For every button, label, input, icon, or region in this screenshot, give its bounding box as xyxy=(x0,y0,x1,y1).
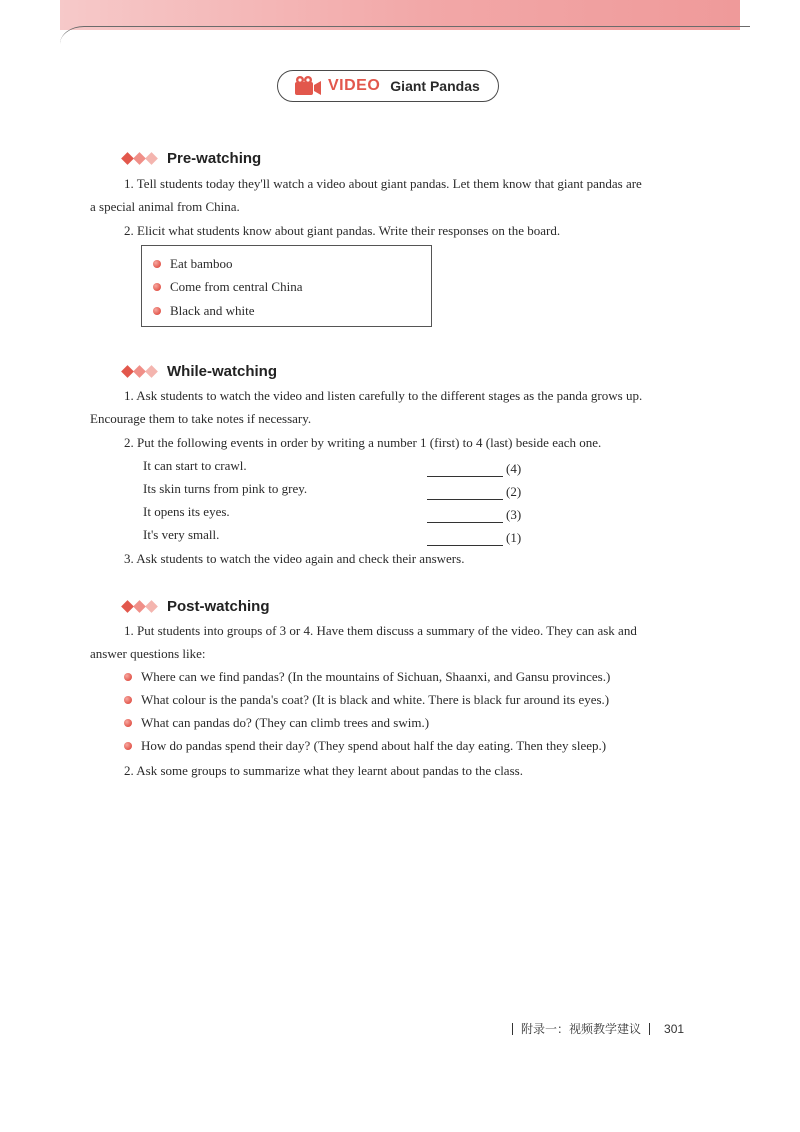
answer-blank xyxy=(427,530,503,546)
event-answer: (1) xyxy=(427,524,521,546)
question-item: What can pandas do? (They can climb trees and swim.) xyxy=(124,715,429,731)
event-answer: (4) xyxy=(427,455,521,477)
event-text: Its skin turns from pink to grey. xyxy=(143,481,308,496)
footer-section-title: 附录一：视频教学建议 xyxy=(521,1022,642,1036)
event-text: It opens its eyes. xyxy=(143,504,230,519)
pre-watching-heading-text: Pre-watching xyxy=(167,150,262,167)
while-watching-heading xyxy=(122,363,277,380)
while-item3: 3. Ask students to watch the video again and check their answers. xyxy=(124,551,465,566)
board-item: Black and white xyxy=(153,303,254,319)
page-footer xyxy=(512,1020,684,1037)
footer-divider xyxy=(649,1023,650,1035)
diamonds-icon xyxy=(122,367,157,376)
question-item: How do pandas spend their day? (They spend about half the day eating. Then they sleep.) xyxy=(124,738,606,754)
top-divider-line xyxy=(60,26,750,51)
page-number: 301 xyxy=(664,1021,685,1036)
bullet-dot-icon xyxy=(153,260,161,268)
bullet-dot-icon xyxy=(153,283,161,291)
post-item2: 2. Ask some groups to summarize what they learnt about pandas to the class. xyxy=(124,763,523,778)
board-item: Come from central China xyxy=(153,279,303,295)
bullet-dot-icon xyxy=(124,719,132,727)
video-title-badge xyxy=(277,70,499,102)
post-item1-line1: 1. Put students into groups of 3 or 4. Have them discuss a summary of the video. They can ask and xyxy=(124,623,637,638)
event-text: It's very small. xyxy=(143,527,220,542)
while-item2: 2. Put the following events in order by writing a number 1 (first) to 4 (last) beside each one. xyxy=(124,435,602,450)
page-title: Giant Pandas xyxy=(390,78,480,94)
event-answer: (2) xyxy=(427,478,521,500)
pre-item2: 2. Elicit what students know about giant pandas. Write their responses on the board. xyxy=(124,223,561,238)
answer-blank xyxy=(427,461,503,477)
event-text: It can start to crawl. xyxy=(143,458,247,473)
video-camera-icon xyxy=(294,75,322,97)
answer-blank xyxy=(427,484,503,500)
board-item: Eat bamboo xyxy=(153,256,232,272)
question-item: What colour is the panda's coat? (It is black and white. There is black fur around its eyes.) xyxy=(124,692,609,708)
badge-video-word: VIDEO xyxy=(328,77,381,94)
event-answer: (3) xyxy=(427,501,521,523)
while-item1-line2: Encourage them to take notes if necessary. xyxy=(90,411,312,426)
diamonds-icon xyxy=(122,602,157,611)
while-item1-line1: 1. Ask students to watch the video and listen carefully to the different stages as the panda grows up. xyxy=(124,388,643,403)
bullet-dot-icon xyxy=(124,673,132,681)
question-item: Where can we find pandas? (In the mountains of Sichuan, Shaanxi, and Gansu provinces.) xyxy=(124,669,610,685)
while-watching-heading-text: While-watching xyxy=(167,363,277,380)
bullet-dot-icon xyxy=(124,696,132,704)
bullet-dot-icon xyxy=(124,742,132,750)
bullet-dot-icon xyxy=(153,307,161,315)
footer-divider xyxy=(512,1023,513,1035)
post-watching-heading-text: Post-watching xyxy=(167,598,270,615)
post-item1-line2: answer questions like: xyxy=(90,646,206,661)
pre-watching-heading xyxy=(122,150,261,167)
pre-item1-line1: 1. Tell students today they'll watch a video about giant pandas. Let them know that giant pandas are xyxy=(124,176,642,191)
pre-item1-line2: a special animal from China. xyxy=(90,199,240,214)
answer-blank xyxy=(427,507,503,523)
post-watching-heading xyxy=(122,598,270,615)
diamonds-icon xyxy=(122,154,157,163)
